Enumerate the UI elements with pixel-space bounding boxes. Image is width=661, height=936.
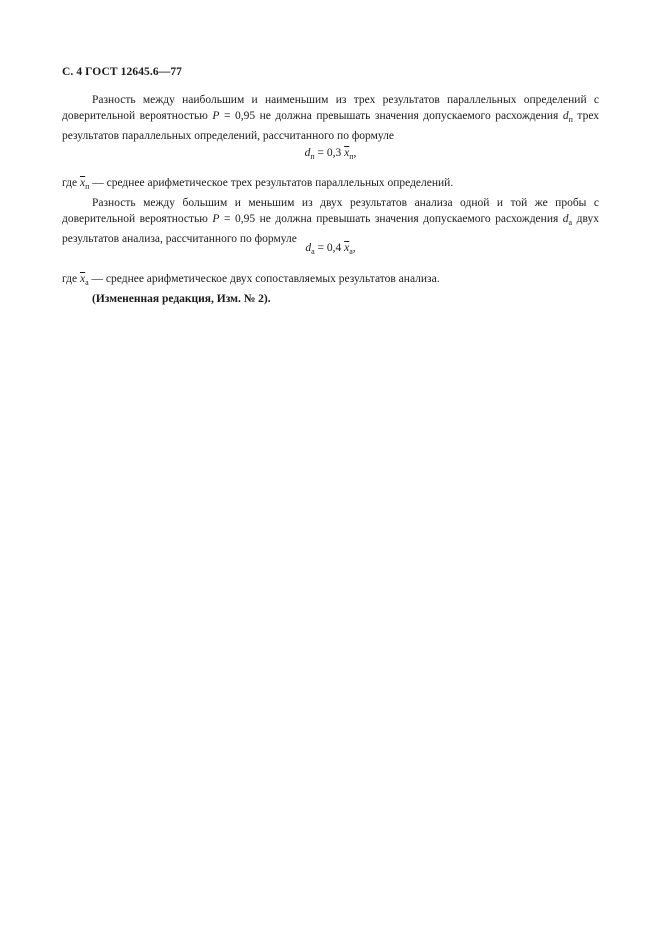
- formula1-eq: = 0,3: [317, 147, 342, 159]
- para2-line1: Разность между большим и меньшим из двух результатов анализа одной и той же пробы с: [92, 197, 599, 209]
- formula2-x: $\overline{x}$: [344, 242, 350, 254]
- para2-line2b: = 0,95 не должна превышать значения допускаемого расхождения: [223, 213, 559, 225]
- where2-x: $\overline{x}$: [79, 273, 86, 285]
- para1-d-sub: п: [568, 115, 573, 124]
- where2-text: — среднее арифметическое двух сопоставляемых результатов анализа.: [91, 273, 440, 285]
- amendment-note: (Измененная редакция, Изм. № 2).: [92, 293, 271, 305]
- where1-x-sub: п: [85, 182, 90, 191]
- where-2-block: [62, 271, 599, 307]
- formula1-tail: ,: [353, 147, 357, 159]
- where1-prefix: где: [62, 177, 78, 189]
- page-header: С. 4 ГОСТ 12645.6—77: [62, 66, 183, 78]
- formula2-x-sub: а: [349, 247, 353, 256]
- paragraph-1: [62, 92, 599, 144]
- para2-d-var: d: [562, 213, 569, 225]
- formula1-lhs-sub: п: [310, 152, 315, 161]
- formula-2: [0, 242, 661, 256]
- para1-d-var: d: [562, 110, 569, 122]
- formula-1: [0, 147, 661, 161]
- where2-x-sub: а: [85, 278, 89, 287]
- para1-line3b: трех результатов параллельных определений, рассчитанного по формуле: [62, 110, 600, 142]
- para1-line2b: = 0,95 не должна превышать значения допускаемого расхождения: [223, 110, 559, 122]
- paragraph-2-text: [62, 195, 599, 247]
- formula2-tail: ,: [352, 242, 356, 254]
- where2-prefix: где: [62, 273, 78, 285]
- para1-p-var: P: [212, 110, 220, 122]
- formula2-lhs-sub: а: [311, 247, 315, 256]
- formula1-lhs: d: [304, 147, 311, 159]
- formula2-lhs: d: [305, 242, 312, 254]
- where1-x: $\overline{x}$: [79, 177, 86, 189]
- para2-line3b: двух результатов анализа, рассчитанного по формуле: [62, 213, 599, 245]
- formula1-x-sub: п: [349, 152, 354, 161]
- para2-p-var: P: [212, 213, 220, 225]
- para2-d-sub: а: [568, 218, 573, 227]
- para2-line2a: доверительной вероятностью: [62, 213, 208, 225]
- paragraph-2: [62, 175, 599, 247]
- para1-line1: Разность между наибольшим и наименьшим из трех результатов параллельных определений с: [92, 94, 599, 106]
- where-1: [62, 175, 599, 195]
- formula1-x: $\overline{x}$: [344, 147, 350, 159]
- where-2: [62, 271, 599, 291]
- formula2-eq: = 0,4: [317, 242, 342, 254]
- para1-line2a: доверительной вероятностью: [62, 110, 208, 122]
- where1-text: — среднее арифметическое трех результатов параллельных определений.: [92, 177, 454, 189]
- paragraph-1-text: [62, 92, 599, 144]
